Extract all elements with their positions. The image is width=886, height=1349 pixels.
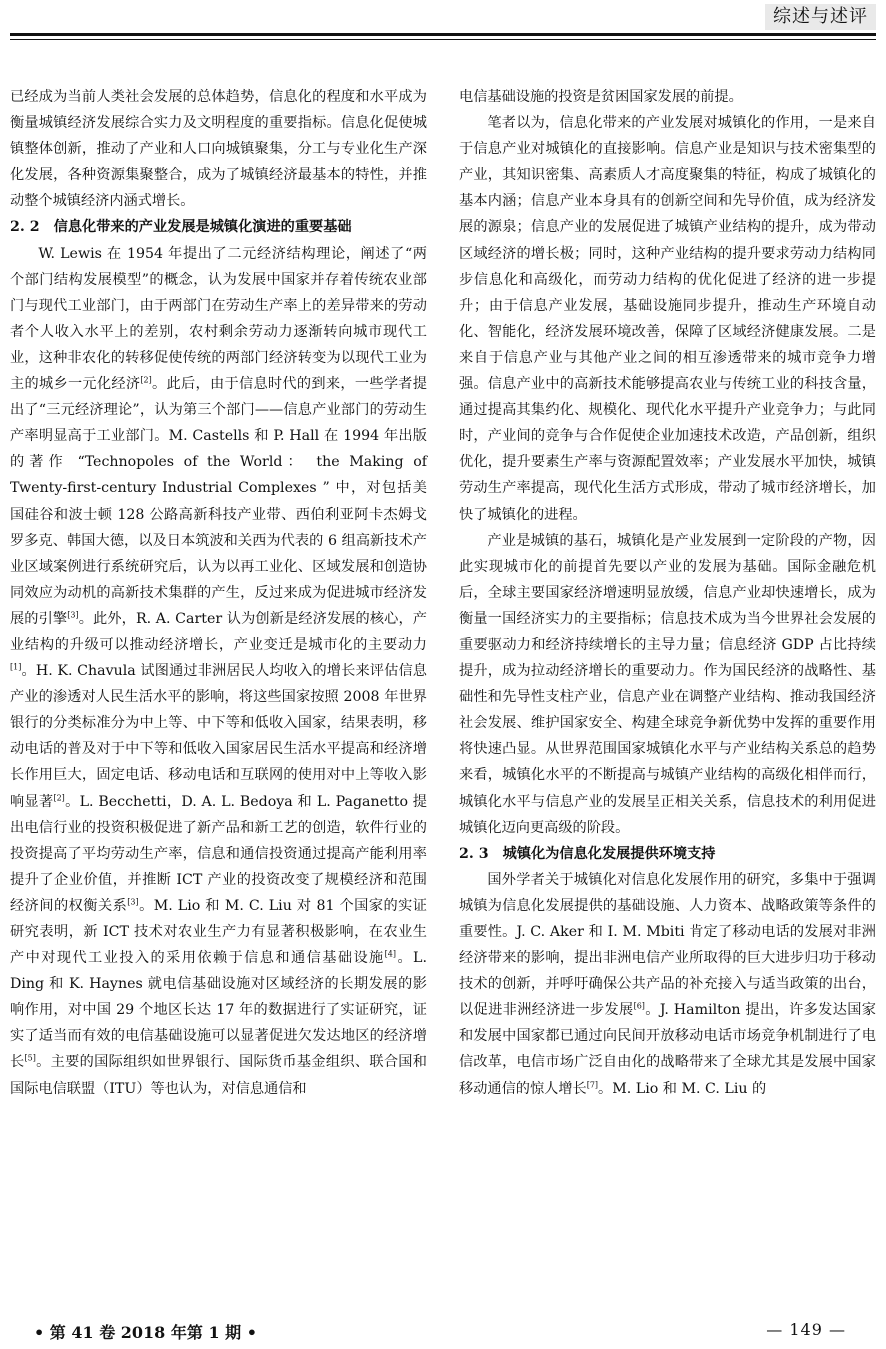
paragraph xyxy=(10,241,427,1102)
section-title: 城镇化为信息化发展提供环境支持 xyxy=(502,845,716,862)
citation: [7] xyxy=(586,1079,599,1089)
text-run: 。J. Hamilton 提出，许多发达国家和发展中国家都已通过向民间开放移动电话市场竞争机制进行了电信改革，电信市场广泛自由化的战略带来了全球尤其是发展中国家移动通信的惊人增长 xyxy=(459,1002,876,1097)
section-heading-2-2 xyxy=(10,214,427,240)
citation: [5] xyxy=(24,1053,36,1063)
section-number: 2. 3 xyxy=(459,845,489,862)
right-column xyxy=(459,84,876,1102)
citation: [2] xyxy=(53,792,65,802)
text-run: 。L. Ding 和 K. Haynes 就电信基础设施对区域经济的长期发展的影响作用，对中国 29 个地区长达 17 年的数据进行了实证研究，证实了适当而有效的电信基础设施可以显著促进欠发达地区的经济增长 xyxy=(10,950,427,1071)
citation: [4] xyxy=(384,949,397,959)
page-number: — 149 — xyxy=(766,1320,846,1339)
citation: [3] xyxy=(67,610,79,620)
citation: [6] xyxy=(633,1001,645,1011)
citation: [3] xyxy=(127,897,139,907)
text-run: 。主要的国际组织如世界银行、国际货币基金组织、联合国和国际电信联盟（ITU）等也认为，对信息通信和 xyxy=(10,1054,427,1097)
paragraph: 笔者以为，信息化带来的产业发展对城镇化的作用，一是来自于信息产业对城镇化的直接影响。信息产业是知识与技术密集型的产业，其知识密集、高素质人才高度聚集的特征，构成了城镇化的基本内涵；信息产业本身具有的创新空间和先导价值，成为经济发展的源泉；信息产业的发展促进了城镇产业结构的提升，成为带动区域经济的增长极；同时，这种产业结构的提升要求劳动力结构同步信息化和高级化，而劳动力结构的优化促进了经济的进一步提升；由于信息产业发展，基础设施同步提升，推动生产环境自动化、智能化，经济发展环境改善，保障了区域经济健康发展。二是来自于信息产业与其他产业之间的相互渗透带来的城市竞争力增强。信息产业中的高新技术能够提高农业与传统工业的科技含量，通过提高其集约化、规模化、现代化水平提升产业竞争力；与此同时，产业间的竞争与合作促使企业加速技术改造，产品创新，组织优化，提升要素生产率与资源配置效率；产业发展水平加快，城镇劳动生产率提高，现代化生活方式形成，带动了城市经济增长，加快了城镇化的进程。 xyxy=(459,115,876,523)
text-run: 国外学者关于城镇化对信息化发展作用的研究，多集中于强调城镇为信息化发展提供的基础设施、人力资本、战略政策等条件的重要性。J. C. Aker 和 I. M. Mbiti 肯定了移动电话的发展对非洲经济带来的影响，提出非洲电信产业所取得的巨大进步归功于移动技术的创新，并呼吁确保公共产品的补充接入与适当政策的出台，以促进非洲经济进一步发展 xyxy=(459,871,876,1019)
text-run: W. Lewis 在 1954 年提出了二元经济结构理论，阐述了“两个部门结构发展模型”的概念，认为发展中国家并存着传统农业部门与现代工业部门，由于两部门在劳动生产率上的差异带来的劳动者个人收入水平上的差别，农村剩余劳动力逐渐转向城市现代工业，这种非农化的转移促使传统的两部门经济转变为以现代工业为主的城乡一元化经济 xyxy=(10,245,427,393)
paragraph xyxy=(459,867,876,1102)
section-tag: 综述与述评 xyxy=(765,4,876,30)
section-title: 信息化带来的产业发展是城镇化演进的重要基础 xyxy=(53,219,352,236)
text-run: 。L. Becchetti，D. A. L. Bedoya 和 L. Paganetto 提出电信行业的投资积极促进了新产品和新工艺的创造，软件行业的投资提高了平均劳动生产率，信息和通信投资通过提高产能利用率提升了企业价值，并推断 ICT 产业的投资改变了规模经济和范围经济间的权衡关系 xyxy=(10,793,427,914)
paragraph: 产业是城镇的基石，城镇化是产业发展到一定阶段的产物，因此实现城市化的前提首先要以产业的发展为基础。国际金融危机后，全球主要国家经济增速明显放缓，信息产业却快速增长，成为衡量一国经济实力的主要指标；信息技术成为当今世界社会发展的重要驱动力和经济持续增长的主导力量；信息经济 GDP 占比持续提升，成为拉动经济增长的重要动力。作为国民经济的战略性、基础性和先导性支柱产业，信息产业在调整产业结构、推动我国经济社会发展、维护国家安全、构建全球竞争新优势中发挥的重要作用将快速凸显。从世界范围国家城镇化水平与产业结构关系总的趋势来看，城镇化水平的不断提高与城镇产业结构的高级化相伴而行，城镇化水平与信息产业的发展呈正相关关系，信息技术的利用促进城镇化迈向更高级的阶段。 xyxy=(459,532,876,836)
header-rule-thin xyxy=(10,39,876,40)
text-run: 。M. Lio 和 M. C. Liu 的 xyxy=(598,1080,767,1097)
journal-issue: • 第 41 卷 2018 年第 1 期 • xyxy=(34,1323,257,1342)
paragraph: 已经成为当前人类社会发展的总体趋势，信息化的程度和水平成为衡量城镇经济发展综合实力及文明程度的重要指标。信息化促使城镇整体创新，推动了产业和人口向城镇聚集，分工与专业化生产深化发展，各种资源集聚整合，成为了城镇经济最基本的特性，并推动整个城镇经济内涵式增长。 xyxy=(10,89,427,210)
paragraph: 电信基础设施的投资是贫困国家发展的前提。 xyxy=(459,89,743,105)
text-run: 。此外，R. A. Carter 认为创新是经济发展的核心，产业结构的升级可以推动经济增长，产业变迁是城市化的主要动力 xyxy=(10,610,427,653)
section-heading-2-3 xyxy=(459,841,876,867)
section-number: 2. 2 xyxy=(10,219,40,236)
header-rule-thick xyxy=(10,33,876,36)
text-run: 。此后，由于信息时代的到来，一些学者提出了“三元经济理论”，认为第三个部门——信息产业部门的劳动生产率明显高于工业部门。M. Castells 和 P. Hall 在 1994 年出版的著作 “Technopoles of the World： the Making of Twenty-first-century Industrial Complexes ” 中，对包括美国硅谷和波士顿 128 公路高新科技产业带、西伯利亚阿卡杰姆戈罗多克、韩国大德，以及日本筑波和关西为代表的 6 组高新技术产业区域案例进行系统研究后，认为以再工业化、区域发展和创造协同效应为动机的高新技术集群的产生，反过来成为促进城市经济发展的引擎 xyxy=(10,376,427,627)
citation: [1] xyxy=(10,662,22,672)
left-column xyxy=(10,84,427,1102)
text-run: 。M. Lio 和 M. C. Liu 对 81 个国家的实证研究表明，新 ICT 技术对农业生产力有显著积极影响，在农业生产中对现代工业投入的采用依赖于信息和通信基础设施 xyxy=(10,897,427,967)
text-run: 。H. K. Chavula 试图通过非洲居民人均收入的增长来评估信息产业的渗透对人民生活水平的影响，将这些国家按照 2008 年世界银行的分类标准分为中上等、中下等和低收入国家，结果表明，移动电话的普及对于中下等和低收入国家居民生活水平提高和经济增长作用巨大，固定电话、移动电话和互联网的使用对中上等收入影响显著 xyxy=(10,663,427,810)
citation: [2] xyxy=(140,375,152,385)
